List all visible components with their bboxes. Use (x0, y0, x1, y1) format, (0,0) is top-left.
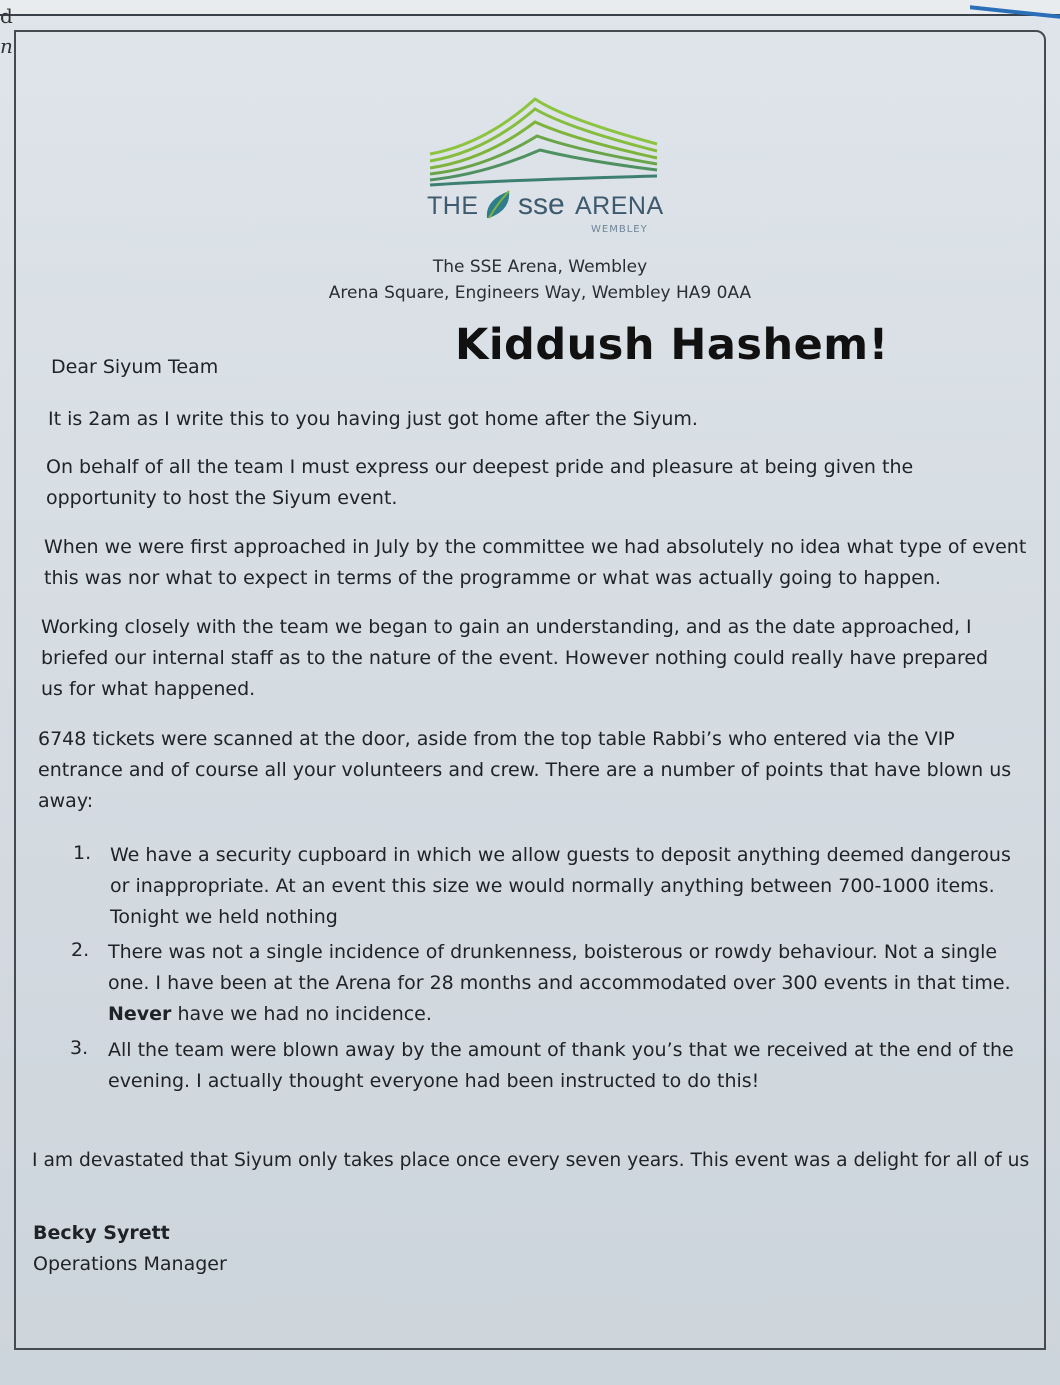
address-line-1: The SSE Arena, Wembley (432, 257, 648, 277)
overlay-title: Kiddush Hashem! (455, 320, 889, 370)
list-item: We have a security cupboard in which we allow guests to deposit anything deemed dangerous or inappropriate. At an event this size we would normally anything between 700-1000 items. Tonight we held nothing (110, 844, 1011, 928)
sse-arena-logo (425, 94, 665, 244)
list-number: 2. (71, 939, 90, 961)
list-item (108, 937, 1013, 1030)
logo-arena: ARENA (575, 192, 664, 220)
leaf-icon (483, 188, 513, 222)
signature-title: Operations Manager (33, 1253, 227, 1275)
paragraph-4: Working closely with the team we began to gain an understanding, and as the date approached, I briefed our internal staff as to the nature of the event. However nothing could really have prepared us for what happened. (41, 616, 989, 700)
paragraph-5: 6748 tickets were scanned at the door, aside from the top table Rabbi’s who entered via the VIP entrance and of course all your volunteers and crew. There are a number of points that have blown us away: (38, 728, 1012, 812)
list-item-text-after: have we had no incidence. (171, 1003, 432, 1025)
list-item: All the team were blown away by the amount of thank you’s that we received at the end of the evening. I actually thought everyone had been instructed to do this! (108, 1039, 1014, 1092)
logo-location: WEMBLEY (591, 224, 648, 235)
signature-name: Becky Syrett (33, 1222, 170, 1244)
list-item-text: There was not a single incidence of drunkenness, boisterous or rowdy behaviour. Not a single one. I have been at the Arena for 28 months and accommodated over 300 events in that time. (108, 941, 1011, 994)
paragraph-3: When we were first approached in July by the committee we had absolutely no idea what type of event this was nor what to expect in terms of the programme or what was actually going to happen. (44, 536, 1027, 589)
logo-the: THE (427, 192, 479, 220)
salutation: Dear Siyum Team (51, 356, 219, 378)
margin-mark: d (0, 4, 13, 28)
list-number: 1. (73, 842, 92, 864)
page-top-edge (0, 0, 1060, 16)
list-number: 3. (70, 1037, 89, 1059)
list-item-bold: Never (108, 1003, 172, 1025)
address-line-2: Arena Square, Engineers Way, Wembley HA9 0AA (328, 283, 752, 303)
margin-mark: n (0, 34, 13, 58)
closing-paragraph: I am devastated that Siyum only takes place once every seven years. This event was a delight for all of us (32, 1150, 1030, 1171)
logo-brand: sse (518, 188, 565, 221)
paragraph-1: It is 2am as I write this to you having just got home after the Siyum. (48, 408, 698, 430)
paragraph-2: On behalf of all the team I must express our deepest pride and pleasure at being given the opportunity to host the Siyum event. (46, 456, 914, 509)
